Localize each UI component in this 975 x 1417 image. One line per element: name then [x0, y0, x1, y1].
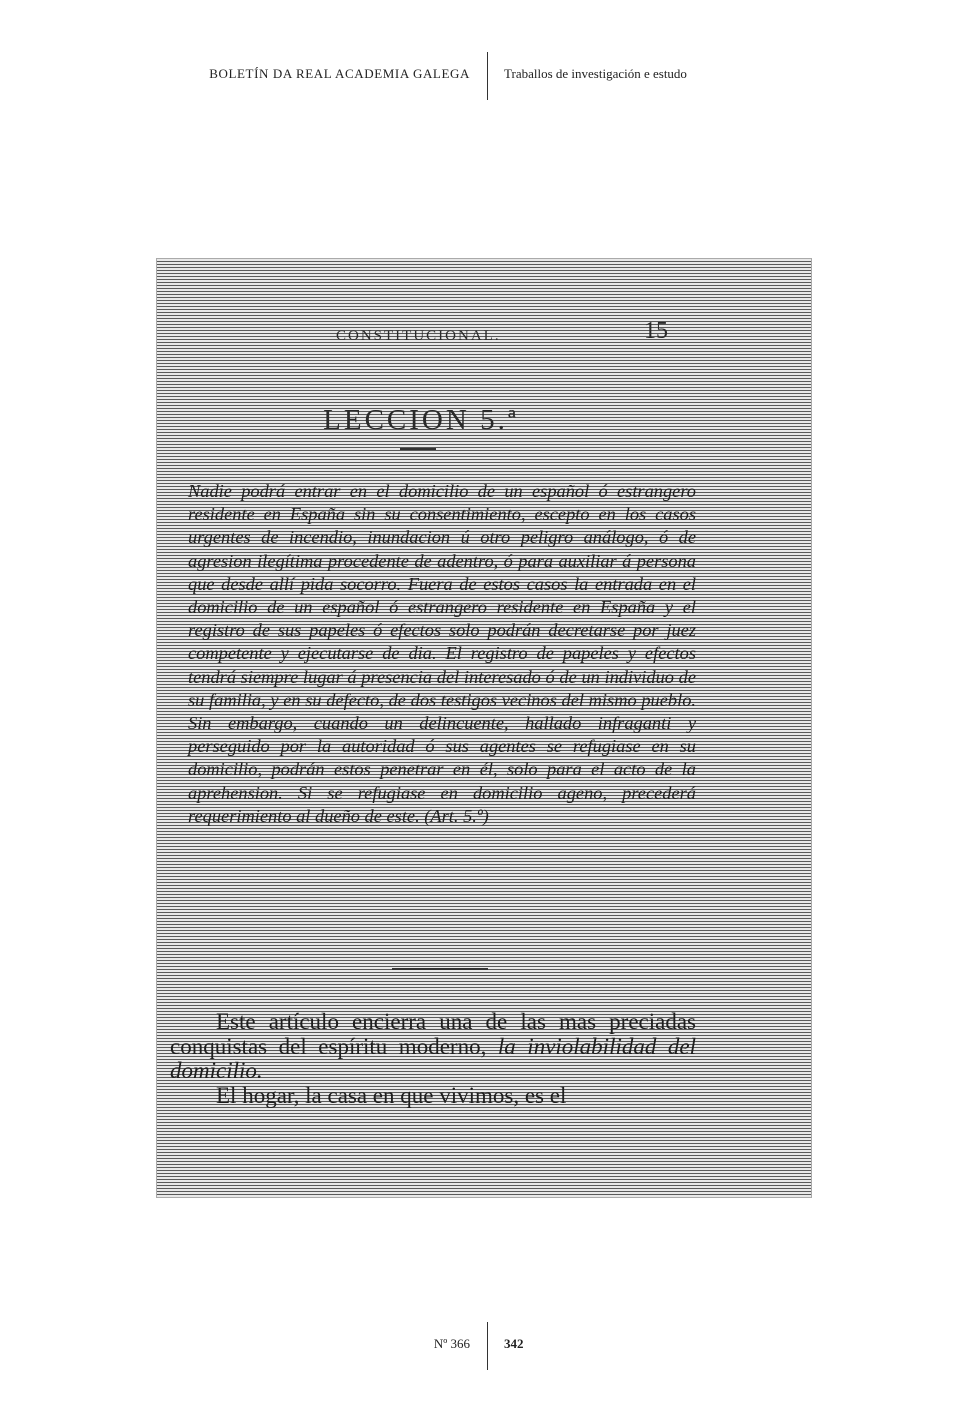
- page-number: 342: [504, 1336, 524, 1351]
- section-title: Traballos de investigación e estudo: [504, 66, 687, 81]
- commentary-paragraph-2: El hogar, la casa en que vivimos, es el: [216, 1082, 567, 1108]
- scan-page-number: 15: [644, 318, 668, 344]
- commentary-text: [170, 1010, 696, 1108]
- header-divider: [487, 52, 488, 100]
- running-header: [0, 52, 975, 100]
- journal-title: BOLETÍN DA REAL ACADEMIA GALEGA: [209, 66, 470, 81]
- footer-divider: [487, 1322, 488, 1370]
- separator-rule: [392, 968, 488, 970]
- article-text: [166, 480, 696, 828]
- lesson-title: LECCION 5.ª: [323, 404, 519, 436]
- article-body: Nadie podrá entrar en el domicilio de un español ó estrangero residente en España sin su consentimiento, escepto en los casos urgentes de incendio, inundacion ú otro peligro análogo, ó de agresion ilegítima procedente de adentro, ó para auxiliar á persona que desde allí pida socorro. Fuera de estos casos la entrada en el domicilio de un español ó estrangero residente en España y el registro de sus papeles ó efectos solo podrán decretarse por juez competente y ejecutarse de dia. El registro de papeles y efectos tendrá siempre lugar á presencia del interesado ó de un individuo de su familia, y en su defecto, de dos testigos vecinos del mismo pueblo. Sin embargo, cuando un delincuente, hallado infraganti y perseguido por la autoridad ó sus agentes se refugiase en su domicilio, podrán estos penetrar en él, solo para el acto de la aprehension. Si se refugiase en domicilio ageno, precederá requerimiento al dueño de este. (Art. 5.º): [188, 481, 696, 826]
- page-footer: [0, 1322, 975, 1370]
- lesson-rule: [400, 448, 436, 450]
- scanned-page-image: [156, 258, 812, 1198]
- commentary-p1-emphasis: la inviolabilidad del domicilio.: [170, 1033, 696, 1083]
- commentary-paragraph-1: [170, 1010, 696, 1084]
- issue-number: Nº 366: [433, 1336, 470, 1351]
- commentary-p1-text: Este artículo encierra una de las mas preciadas conquistas del espíritu moderno,: [170, 1009, 696, 1059]
- scan-running-head: CONSTITUCIONAL.: [336, 328, 501, 344]
